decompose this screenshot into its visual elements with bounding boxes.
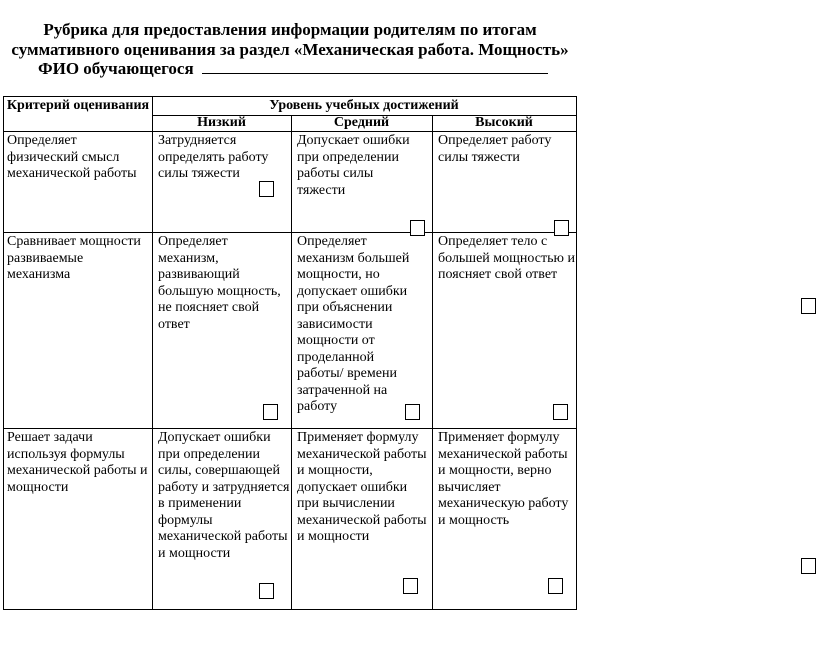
header-level-low: Низкий	[197, 115, 246, 130]
checkbox-margin-2[interactable]	[801, 558, 816, 574]
row-2-criterion: Сравнивает мощности развиваемые механизма	[7, 234, 141, 282]
checkbox-row-2-low[interactable]	[263, 404, 278, 420]
checkbox-row-3-low[interactable]	[259, 583, 274, 599]
checkbox-row-1-low[interactable]	[259, 181, 274, 197]
checkbox-margin-1[interactable]	[801, 298, 816, 314]
checkbox-row-2-high[interactable]	[553, 404, 568, 420]
grid-divider	[432, 115, 433, 609]
header-achievement-levels: Уровень учебных достижений	[269, 98, 459, 113]
student-name-blank[interactable]	[202, 59, 548, 74]
grid-divider	[4, 232, 576, 233]
student-name-label: ФИО обучающегося	[38, 59, 194, 78]
row-1-criterion: Определяет физический смысл механической работы	[7, 133, 137, 181]
row-2-level-low: Определяет механизм, развивающий большую мощность, не поясняет свой ответ	[158, 234, 281, 332]
row-3-level-low: Допускает ошибки при определении силы, совершающей работу и затрудняется в применении формулы механической работы и мощности	[158, 430, 290, 561]
grid-divider	[152, 97, 153, 609]
student-name-row	[38, 59, 548, 79]
checkbox-row-3-middle[interactable]	[403, 578, 418, 594]
row-3-level-middle: Применяет формулу механической работы и мощности, допускает ошибки при вычислении механической работы и мощности	[297, 430, 427, 544]
checkbox-row-1-middle[interactable]	[410, 220, 425, 236]
rubric-table	[3, 96, 577, 610]
checkbox-row-1-high[interactable]	[554, 220, 569, 236]
header-level-middle: Средний	[333, 115, 390, 130]
document-title-line-2: суммативного оценивания за раздел «Механическая работа. Мощность»	[11, 40, 569, 59]
row-2-level-middle: Определяет механизм большей мощности, но допускает ошибки при объяснении зависимости мощности от проделанной работы/ времени затраченной на работу	[297, 234, 410, 414]
grid-divider	[4, 131, 576, 132]
row-1-level-high: Определяет работу силы тяжести	[438, 133, 552, 165]
row-1-level-low: Затрудняется определять работу силы тяжести	[158, 133, 269, 181]
header-level-high: Высокий	[475, 115, 533, 130]
checkbox-row-3-high[interactable]	[548, 578, 563, 594]
row-2-level-high: Определяет тело с большей мощностью и поясняет свой ответ	[438, 234, 575, 282]
row-3-level-high: Применяет формулу механической работы и мощности, верно вычисляет механическую работу и мощность	[438, 430, 569, 528]
grid-divider	[291, 115, 292, 609]
row-3-criterion: Решает задачи используя формулы механической работы и мощности	[7, 430, 148, 495]
row-1-level-middle: Допускает ошибки при определении работы силы тяжести	[297, 133, 410, 198]
checkbox-row-2-middle[interactable]	[405, 404, 420, 420]
header-criterion: Критерий оценивания	[6, 98, 150, 113]
document-title-line-1: Рубрика для предоставления информации родителям по итогам	[43, 20, 537, 39]
grid-divider	[4, 428, 576, 429]
